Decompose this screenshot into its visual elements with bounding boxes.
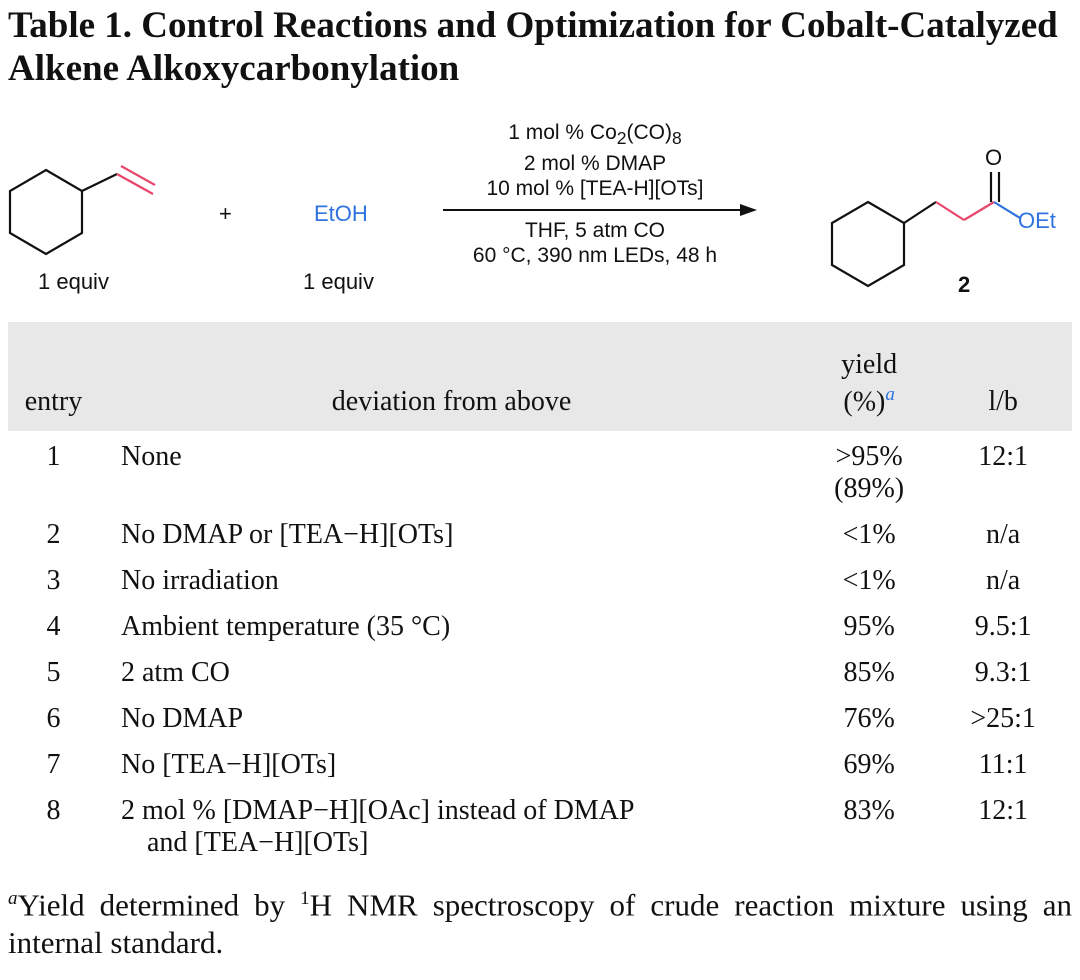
table-title: Table 1. Control Reactions and Optimization for Cobalt-Catalyzed Alkene Alkoxycarbonylation [8,5,1058,89]
header-yield-unit: (%) [843,386,886,417]
entry-cell: 8 [46,795,61,826]
table-row [8,505,1072,551]
reactant2-equiv: 1 equiv [303,269,374,294]
reactant1-equiv: 1 equiv [38,269,109,294]
entry-cell: 1 [46,441,61,472]
header-deviation: deviation from above [331,386,572,417]
header-lb: l/b [988,386,1018,417]
reaction-scheme [0,112,1080,322]
isolated-yield: (89%) [834,473,905,504]
table-row [8,597,1072,643]
header-yield [804,322,934,431]
table-row [8,551,1072,597]
table-row [8,689,1072,735]
deviation-cell: No DMAP [120,703,244,734]
lb-cell: >25:1 [970,703,1036,734]
deviation-cell: Ambient temperature (35 °C) [120,611,451,642]
yield-cell: <1% [842,519,896,550]
deviation-cell: 2 atm CO [120,657,230,688]
solvent-line: THF, 5 atm CO [524,219,666,242]
dmap-line: 2 mol % DMAP [523,152,667,176]
table-row [8,735,1072,781]
carbonyl-oxygen: O [985,145,1003,170]
plus-sign: + [219,201,232,226]
acid-line: 10 mol % [TEA-H][OTs] [486,177,704,201]
deviation-continuation: and [TEA−H][OTs] [146,827,369,858]
nmr-superscript: 1 [300,888,310,909]
table-footnote [8,880,1072,962]
deviation-cell: No irradiation [120,565,279,596]
header-row [8,322,1072,431]
yield-cell [804,431,934,505]
lb-cell: 11:1 [978,749,1028,780]
temperature-line: 60 °C, 390 nm LEDs, 48 h [472,244,718,267]
lb-cell: n/a [986,519,1021,550]
yield-cell: 95% [843,611,895,642]
deviation-cell [99,781,804,859]
header-entry: entry [24,386,83,417]
entry-cell: 7 [46,749,61,780]
conditions-below [430,218,760,268]
table-row [8,781,1072,859]
entry-cell: 2 [46,519,61,550]
ethoxy-label: OEt [1018,208,1056,233]
propanoate-chain [936,172,1020,220]
footnote-text-post: H NMR spectroscopy of crude reaction mixture using an internal standard. [8,887,1072,961]
yield-cell: 83% [843,795,895,826]
yield-cell: 85% [843,657,895,688]
table-row [8,643,1072,689]
entry-cell: 5 [46,657,61,688]
lb-cell: 9.5:1 [974,611,1032,642]
reaction-arrow [443,204,757,216]
footnote-text-pre: Yield determined by [17,887,301,923]
yield-value: >95% [835,441,903,472]
cyclohexane-ring-product [832,202,936,286]
lb-cell: 12:1 [978,795,1028,826]
entry-cell: 6 [46,703,61,734]
entry-cell: 4 [46,611,61,642]
ethanol-label: EtOH [314,201,368,226]
lb-cell: 9.3:1 [974,657,1032,688]
lb-cell: n/a [986,565,1021,596]
deviation-cell: None [120,441,182,472]
deviation-text: 2 mol % [DMAP−H][OAc] instead of DMAP [120,795,635,826]
product-number: 2 [958,272,971,297]
vinyl-group [117,166,155,194]
table-row [8,431,1072,505]
lb-cell: 12:1 [978,441,1028,472]
footnote-marker: a [885,383,895,405]
results-table [8,322,1072,859]
cyclohexane-ring-reactant [10,170,117,254]
entry-cell: 3 [46,565,61,596]
catalyst-line: 1 mol % $Co_2(CO)_8$ [508,121,682,149]
header-yield-word: yield [841,348,898,380]
yield-cell: 69% [843,749,895,780]
deviation-cell: No DMAP or [TEA−H][OTs] [120,519,454,550]
footnote-marker-a: a [8,888,18,909]
yield-cell: <1% [842,565,896,596]
deviation-cell: No [TEA−H][OTs] [120,749,337,780]
yield-cell: 76% [843,703,895,734]
conditions-above [430,120,760,201]
